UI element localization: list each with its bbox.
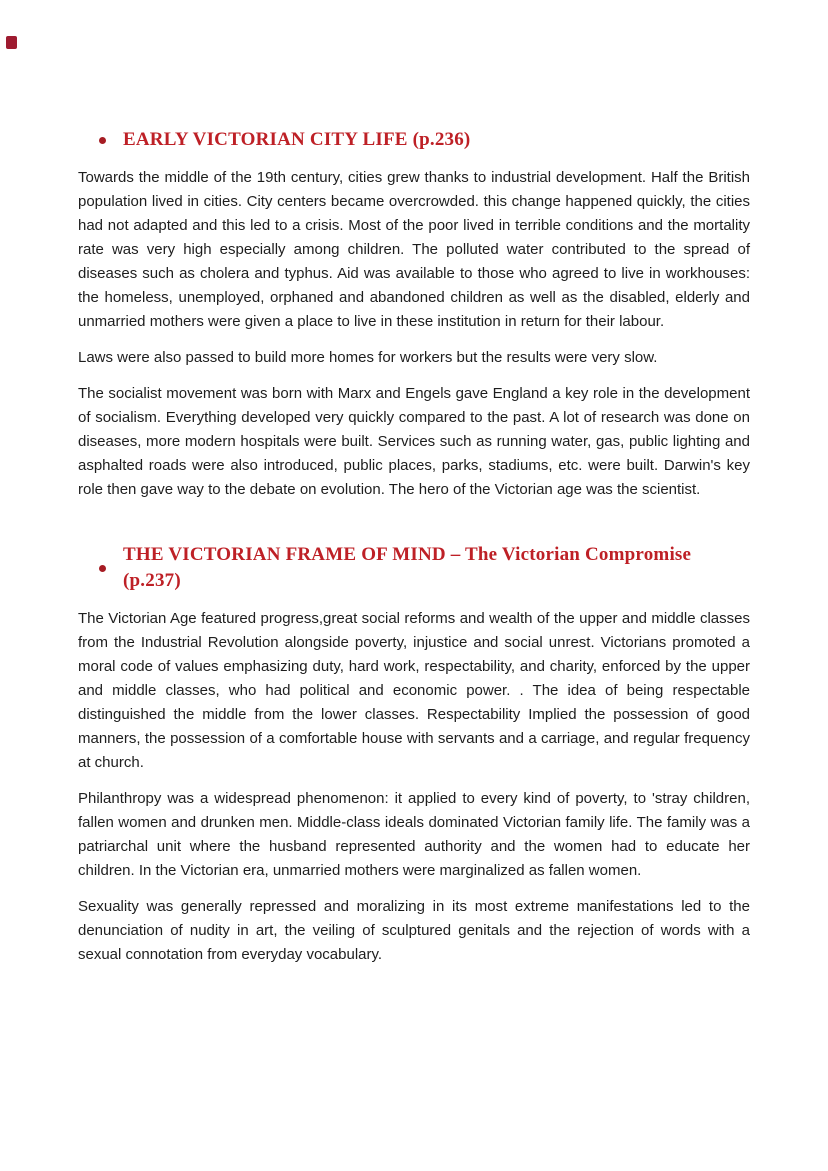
section-heading <box>99 127 750 153</box>
bullet-icon <box>99 137 106 144</box>
corner-mark <box>6 36 17 49</box>
paragraph: Sexuality was generally repressed and moralizing in its most extreme manifestations led to the denunciation of nudity in art, the veiling of sculptured genitals and the rejection of words with a sexual connotation from everyday vocabulary. <box>78 898 750 963</box>
section-heading-text: THE VICTORIAN FRAME OF MIND – The Victorian Compromise (p.237) <box>123 544 692 591</box>
section-heading <box>99 542 750 594</box>
paragraph: The Victorian Age featured progress,great social reforms and wealth of the upper and middle classes from the Industrial Revolution alongside poverty, injustice and social unrest. Victorians promoted a moral code of values emphasizing duty, hard work, respectability, and charity, enforced by the upper and middle classes, who had political and economic power. . The idea of being respectable distinguished the middle from the lower classes. Respectability Implied the possession of good manners, the possession of a comfortable house with servants and a carriage, and regular frequency at church. <box>78 610 750 771</box>
section-victorian-frame-of-mind <box>78 542 750 967</box>
paragraph: Philanthropy was a widespread phenomenon: it applied to every kind of poverty, to 'stray children, fallen women and drunken men. Middle-class ideals dominated Victorian family life. The family was a patriarchal unit where the husband represented authority and the women had to educate her children. In the Victorian era, unmarried mothers were marginalized as fallen women. <box>78 790 750 879</box>
paragraph: The socialist movement was born with Marx and Engels gave England a key role in the development of socialism. Everything developed very quickly compared to the past. A lot of research was done on diseases, more modern hospitals were built. Services such as running water, gas, public lighting and asphalted roads were also introduced, public places, parks, stadiums, etc. were built. Darwin's key role then gave way to the debate on evolution. The hero of the Victorian age was the scientist. <box>78 385 750 498</box>
section-heading-text: EARLY VICTORIAN CITY LIFE (p.236) <box>123 129 471 150</box>
bullet-icon <box>99 565 106 572</box>
paragraph: Laws were also passed to build more homes for workers but the results were very slow. <box>78 349 658 366</box>
section-early-victorian-city-life <box>78 127 750 502</box>
document-content <box>78 127 750 979</box>
paragraph: Towards the middle of the 19th century, cities grew thanks to industrial development. Half the British population lived in cities. City centers became overcrowded. this change happened quickly, the cities had not adapted and this led to a crisis. Most of the poor lived in terrible conditions and the mortality rate was very high especially among children. The polluted water contributed to the spread of diseases such as cholera and typhus. Aid was available to those who agreed to live in workhouses: the homeless, unemployed, orphaned and abandoned children as well as the disabled, elderly and unmarried mothers were given a place to live in these institution in return for their labour. <box>78 169 750 330</box>
